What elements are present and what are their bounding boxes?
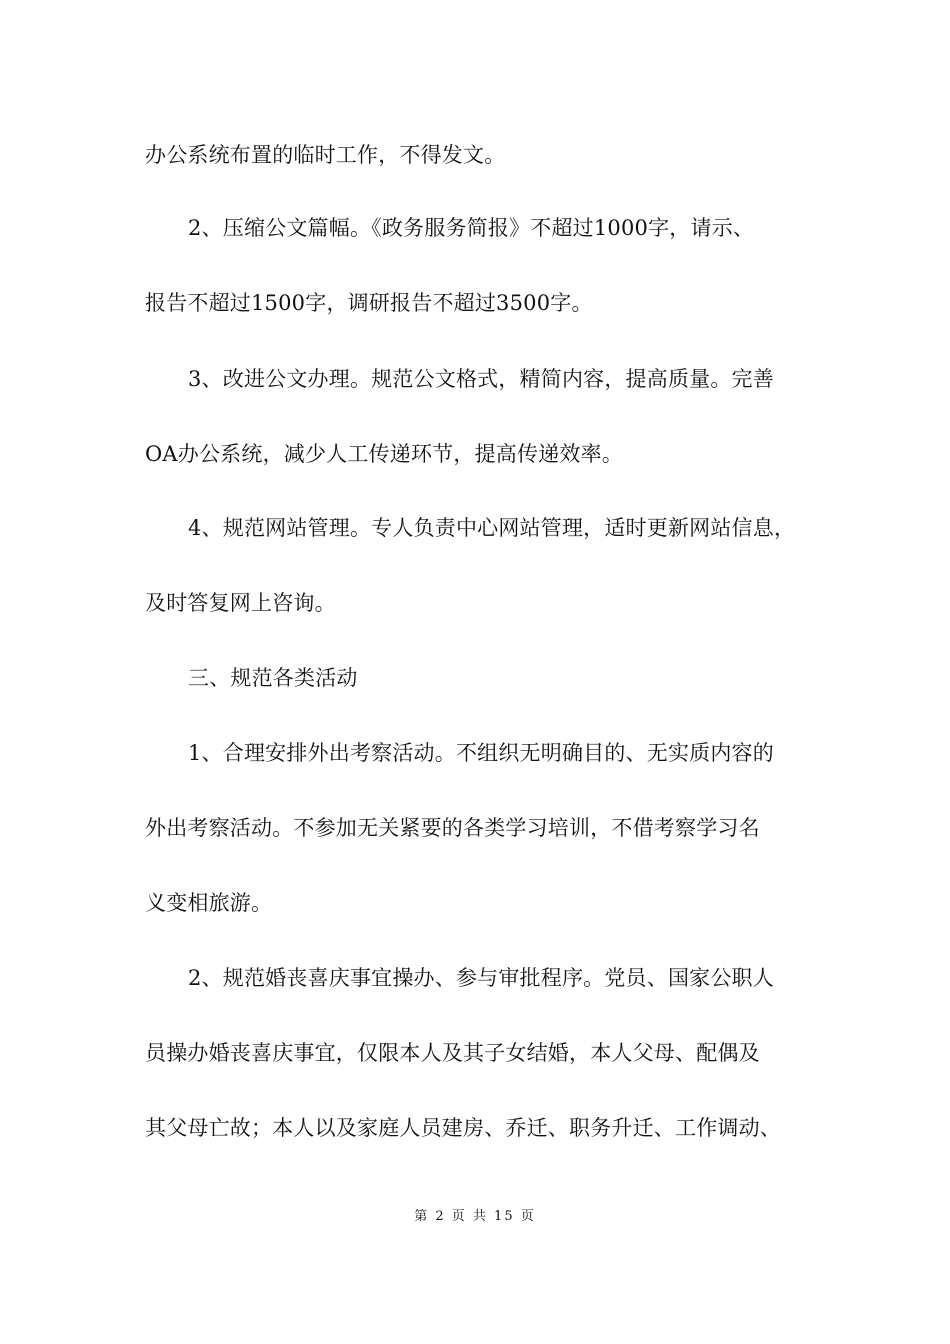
paragraph-line: 2、规范婚丧喜庆事宜操办、参与审批程序。党员、国家公职人	[188, 966, 774, 990]
paragraph-line: 4、规范网站管理。专人负责中心网站管理，适时更新网站信息，	[188, 516, 796, 540]
section-heading: 三、规范各类活动	[188, 666, 358, 690]
paragraph-line: 1、合理安排外出考察活动。不组织无明确目的、无实质内容的	[188, 741, 774, 765]
paragraph-line: 员操办婚丧喜庆事宜，仅限本人及其子女结婚，本人父母、配偶及	[145, 1041, 760, 1065]
paragraph-line: 其父母亡故；本人以及家庭人员建房、乔迁、职务升迁、工作调动、	[145, 1116, 781, 1140]
paragraph-line: 报告不超过1500字，调研报告不超过3500字。	[145, 291, 593, 315]
paragraph-line: OA办公系统，减少人工传递环节，提高传递效率。	[145, 442, 623, 466]
paragraph-line: 3、改进公文办理。规范公文格式，精简内容，提高质量。完善	[188, 367, 774, 391]
page-number-footer: 第 2 页 共 15 页	[414, 1209, 536, 1224]
paragraph-line: 义变相旅游。	[145, 891, 273, 915]
paragraph-line: 及时答复网上咨询。	[145, 591, 336, 615]
paragraph-line: 办公系统布置的临时工作，不得发文。	[145, 143, 506, 167]
paragraph-line: 外出考察活动。不参加无关紧要的各类学习培训，不借考察学习名	[145, 816, 760, 840]
paragraph-line: 2、压缩公文篇幅。《政务服务简报》不超过1000字，请示、	[188, 216, 755, 240]
